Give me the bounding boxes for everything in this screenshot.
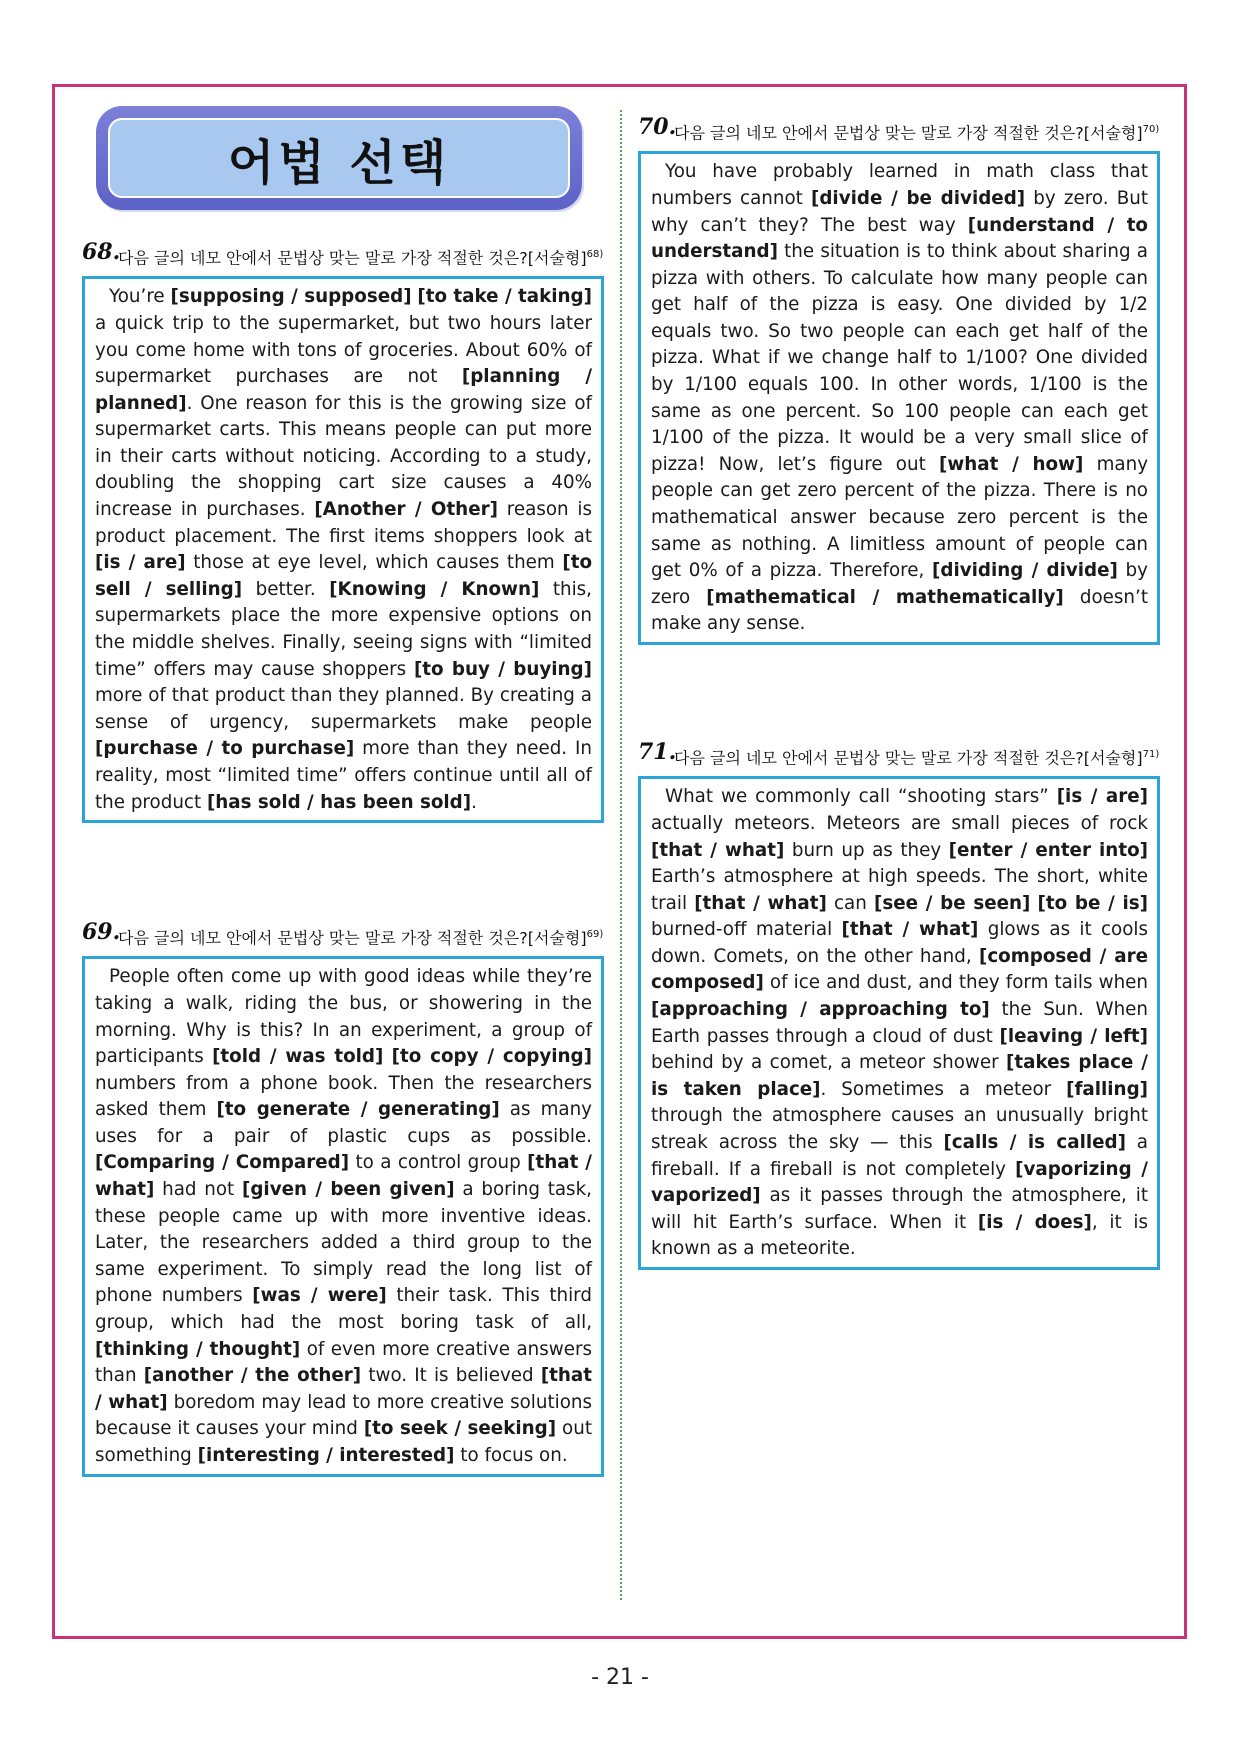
passage-text: those at eye level, which causes them <box>185 552 563 574</box>
passage-text: What we commonly call “shooting stars” <box>665 786 1057 808</box>
passage-text: Earth’s atmosphere at high speeds. The short, white trail <box>651 866 1148 914</box>
grammar-choice: [to be / is] <box>1037 892 1148 914</box>
grammar-choice: [composed / are composed] <box>651 945 1148 994</box>
question-number: 71. <box>638 739 677 765</box>
passage-text: as it passes through the atmosphere, it will hit Earth’s surface. When it <box>651 1185 1148 1233</box>
question-header <box>82 919 604 948</box>
passage-text: by zero <box>651 560 1148 608</box>
grammar-choice: [to take / taking] <box>417 286 592 308</box>
grammar-choice: [planning / planned] <box>95 366 592 414</box>
passage-text: burn up as they <box>784 839 949 861</box>
grammar-choice: [Comparing / Compared] <box>95 1152 350 1174</box>
passage-text: You’re <box>109 286 171 308</box>
passage-text: more than they need. In reality, most “limited time” offers continue until all of the product <box>95 738 592 813</box>
passage-text: burned-off material <box>651 919 842 941</box>
grammar-choice: [that / what] <box>841 919 979 941</box>
passage-box <box>638 151 1160 645</box>
grammar-choice: [is / are] <box>95 552 186 574</box>
grammar-choice: [that / what] <box>95 1365 592 1413</box>
question-prompt: 다음 글의 네모 안에서 문법상 맞는 말로 가장 적절한 것은?[서술형] <box>674 748 1143 768</box>
footnote-ref: 70) <box>1142 124 1160 135</box>
passage-text: . One reason for this is the growing size of supermarket carts. This means people can put more in their carts without noticing. According to a study, doubling the shopping cart size causes a 40% increase in purchases. <box>95 392 592 521</box>
grammar-choice: [is / are] <box>1056 786 1149 808</box>
passage-text: can <box>826 892 874 914</box>
passage-text: of ice and dust, and they form tails when <box>763 972 1148 994</box>
passage-text: glows as it cools down. Comets, on the other hand, <box>651 919 1148 967</box>
grammar-choice: [understand / to understand] <box>651 214 1148 263</box>
grammar-choice: [to generate / generating] <box>216 1099 500 1121</box>
question-70 <box>638 114 1160 645</box>
grammar-choice: [purchase / to purchase] <box>95 738 355 760</box>
passage-box <box>82 276 604 823</box>
grammar-choice: [mathematical / mathematically] <box>706 586 1064 608</box>
passage-text: had not <box>154 1179 242 1201</box>
passage-text: . Sometimes a meteor <box>820 1078 1067 1100</box>
grammar-choice: [is / does] <box>977 1211 1092 1233</box>
passage-text <box>1030 893 1037 914</box>
grammar-choice: [calls / is called] <box>943 1132 1126 1154</box>
grammar-choice: [vaporizing / vaporized] <box>651 1158 1148 1207</box>
question-number: 68. <box>82 239 121 265</box>
passage-box <box>82 956 604 1476</box>
grammar-choice: [interesting / interested] <box>197 1445 455 1467</box>
grammar-choice: [approaching / approaching to] <box>651 999 990 1021</box>
footnote-ref: 69) <box>586 929 604 940</box>
grammar-choice: [was / were] <box>252 1285 387 1307</box>
section-title: 어법 선택 <box>108 118 570 198</box>
grammar-choice: [enter / enter into] <box>948 839 1148 861</box>
grammar-choice: [see / be seen] <box>873 892 1031 914</box>
passage-text: actually meteors. Meteors are small pieces of rock <box>651 812 1148 834</box>
question-header <box>638 114 1160 143</box>
passage-text: more of that product than they planned. By creating a sense of urgency, supermarkets make people <box>95 685 592 733</box>
passage-text: to focus on. <box>454 1445 568 1467</box>
question-69 <box>82 919 604 1477</box>
grammar-choice: [falling] <box>1066 1078 1149 1100</box>
section-title-badge <box>96 106 582 210</box>
grammar-choice: [to sell / selling] <box>95 552 592 600</box>
grammar-choice: [what / how] <box>938 453 1084 475</box>
passage-text: a fireball. If a fireball is not completely <box>651 1132 1149 1180</box>
column-divider <box>620 110 622 1600</box>
passage-text: out something <box>95 1418 592 1467</box>
question-68 <box>82 239 604 823</box>
question-prompt: 다음 글의 네모 안에서 문법상 맞는 말로 가장 적절한 것은?[서술형] <box>118 928 587 948</box>
passage-text: a boring task, these people came up with more inventive ideas. Later, the researchers added a third group to the same experiment. To simply read the long list of phone numbers <box>95 1179 592 1307</box>
grammar-choice: [Another / Other] <box>314 499 498 521</box>
passage-text: a quick trip to the supermarket, but two hours later you come home with tons of groceries. About 60% of supermarket purchases are not <box>95 312 592 388</box>
passage-text: their task. This third group, which had the most boring task of all, <box>95 1285 592 1334</box>
grammar-choice: [that / what] <box>694 892 827 914</box>
passage-text: to a control group <box>349 1152 528 1174</box>
passage-text: of even more creative answers than <box>95 1338 592 1387</box>
grammar-choice: [Knowing / Known] <box>329 578 540 600</box>
grammar-choice: [dividing / divide] <box>932 560 1118 582</box>
grammar-choice: [that / what] <box>95 1152 592 1201</box>
grammar-choice: [that / what] <box>651 839 785 861</box>
grammar-choice: [supposing / supposed] <box>170 286 412 308</box>
grammar-choice: [to seek / seeking] <box>363 1418 557 1440</box>
passage-text: as many uses for a pair of plastic cups as possible. <box>95 1099 592 1147</box>
passage-text: by zero. But why can’t they? The best way <box>651 187 1148 236</box>
question-number: 69. <box>82 919 121 945</box>
passage-text: You have probably learned in math class that numbers cannot <box>651 161 1148 209</box>
passage-text: this, supermarkets place the more expensive options on the middle shelves. Finally, seeing signs with “limited time” offers may cause shoppers <box>95 578 592 680</box>
passage-text: People often come up with good ideas while they’re taking a walk, riding the bus, or showering in the morning. Why is this? In an experiment, a group of participants <box>95 966 592 1068</box>
passage-text: , it is known as a meteorite. <box>651 1211 1148 1260</box>
question-prompt: 다음 글의 네모 안에서 문법상 맞는 말로 가장 적절한 것은?[서술형] <box>118 248 587 268</box>
grammar-choice: [takes place / is taken place] <box>651 1052 1148 1100</box>
footnote-ref: 68) <box>586 249 604 260</box>
grammar-choice: [has sold / has been sold] <box>206 791 472 813</box>
page-number: - 21 - <box>591 1665 649 1690</box>
passage-text: doesn’t make any sense. <box>651 586 1148 635</box>
passage-text: many people can get zero percent of the pizza. There is no mathematical answer because zero percent is the same as nothing. A limitless amount of people can get 0% of a pizza. Therefore, <box>651 453 1149 582</box>
passage-text: through the atmosphere causes an unusually bright streak across the sky — this <box>651 1105 1148 1154</box>
passage-box <box>638 776 1160 1270</box>
grammar-choice: [given / been given] <box>241 1179 455 1201</box>
passage-text: the situation is to think about sharing a pizza with others. To calculate how many people can get half of the pizza is easy. One divided by 1/2 equals two. So two people can each get half of the pizza. What if we change half to 1/100? One divided by 1/100 equals 100. In other words, 1/100 is the same as one percent. So 100 people can each get 1/100 of the pizza. It would be a very small slice of pizza! Now, let’s figure out <box>651 241 1148 475</box>
grammar-choice: [to copy / copying] <box>391 1046 593 1068</box>
passage-text <box>383 1046 391 1067</box>
passage-text: better. <box>242 578 330 600</box>
passage-text: behind by a comet, a meteor shower <box>651 1052 1007 1074</box>
question-header <box>82 239 604 268</box>
question-prompt: 다음 글의 네모 안에서 문법상 맞는 말로 가장 적절한 것은?[서술형] <box>674 123 1143 143</box>
grammar-choice: [thinking / thought] <box>95 1338 301 1360</box>
passage-text: two. It is believed <box>361 1365 541 1387</box>
grammar-choice: [another / the other] <box>143 1365 362 1387</box>
passage-text: . <box>471 791 477 813</box>
passage-text: the Sun. When Earth passes through a cloud of dust <box>651 999 1148 1047</box>
question-71 <box>638 739 1160 1270</box>
passage-text: reason is product placement. The first items shoppers look at <box>95 499 592 547</box>
passage-text: numbers from a phone book. Then the researchers asked them <box>95 1072 592 1121</box>
grammar-choice: [divide / be divided] <box>810 187 1026 209</box>
footnote-ref: 71) <box>1142 749 1160 760</box>
grammar-choice: [told / was told] <box>212 1046 384 1068</box>
passage-text: boredom may lead to more creative solutions because it causes your mind <box>95 1391 592 1440</box>
question-header <box>638 739 1160 768</box>
question-number: 70. <box>638 114 677 140</box>
grammar-choice: [to buy / buying] <box>413 658 592 680</box>
grammar-choice: [leaving / left] <box>999 1025 1148 1047</box>
